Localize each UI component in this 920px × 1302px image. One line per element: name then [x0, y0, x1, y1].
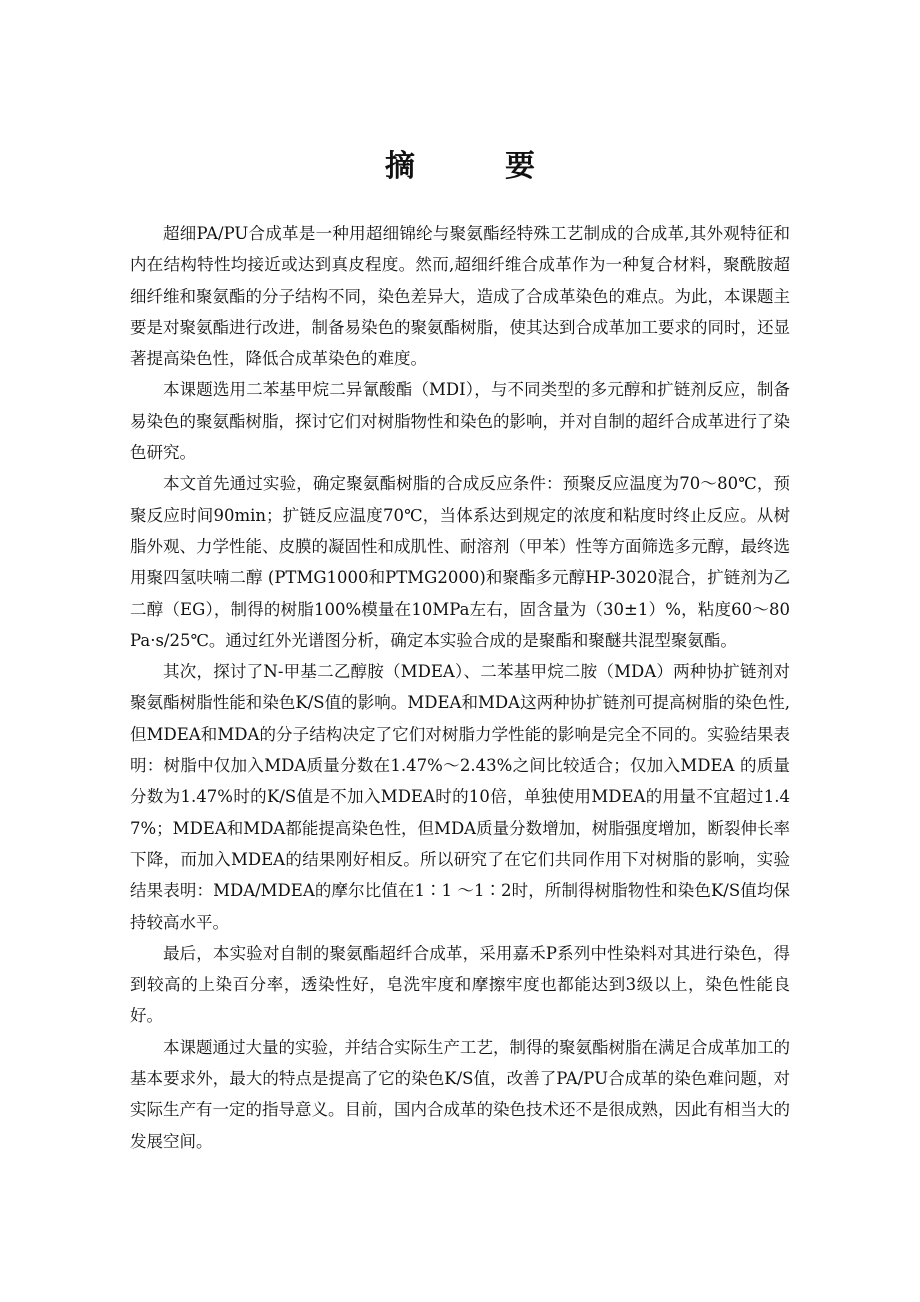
- abstract-title: 摘 要: [385, 149, 565, 184]
- paragraph-1: 超细PA/PU合成革是一种用超细锦纶与聚氨酯经特殊工艺制成的合成革,其外观特征和内在结构特性均接近或达到真皮程度。然而,超细纤维合成革作为一种复合材料，聚酰胺超细纤维和聚氨酯的分子结构不同，染色差异大，造成了合成革染色的难点。为此，本课题主要是对聚氨酯进行改进，制备易染色的聚氨酯树脂，使其达到合成革加工要求的同时，还显著提高染色性，降低合成革染色的难度。: [130, 224, 790, 369]
- abstract-body: [130, 218, 790, 1157]
- paragraph-5: 最后，本实验对自制的聚氨酯超纤合成革，采用嘉禾P系列中性染料对其进行染色，得到较高的上染百分率，透染性好，皂洗牢度和摩擦牢度也都能达到3级以上，染色性能良好。: [130, 943, 790, 1026]
- paragraph-3: 本文首先通过实验，确定聚氨酯树脂的合成反应条件：预聚反应温度为70～80℃，预聚反应时间90min；扩链反应温度70℃，当体系达到规定的浓度和粘度时终止反应。从树脂外观、力学性能、皮膜的凝固性和成肌性、耐溶剂（甲苯）性等方面筛选多元醇，最终选用聚四氢呋喃二醇 (PTMG1000和PTMG2000)和聚酯多元醇HP-3020混合，扩链剂为乙二醇（EG），制得的树脂100%模量在10MPa左右，固含量为（30±1）%，粘度60～80 Pa·s/25℃。通过红外光谱图分析，确定本实验合成的是聚酯和聚醚共混型聚氨酯。: [130, 474, 790, 650]
- paragraph-6: 本课题通过大量的实验，并结合实际生产工艺，制得的聚氨酯树脂在满足合成革加工的基本要求外，最大的特点是提高了它的染色K/S值，改善了PA/PU合成革的染色难问题，对实际生产有一定的指导意义。目前，国内合成革的染色技术还不是很成熟，因此有相当大的发展空间。: [130, 1037, 790, 1151]
- paragraph-2: 本课题选用二苯基甲烷二异氰酸酯（MDI），与不同类型的多元醇和扩链剂反应，制备易染色的聚氨酯树脂，探讨它们对树脂物性和染色的影响，并对自制的超纤合成革进行了染色研究。: [130, 380, 790, 463]
- paragraph-4: 其次，探讨了N-甲基二乙醇胺（MDEA）、二苯基甲烷二胺（MDA）两种协扩链剂对聚氨酯树脂性能和染色K/S值的影响。MDEA和MDA这两种协扩链剂可提高树脂的染色性,但MDEA和MDA的分子结构决定了它们对树脂力学性能的影响是完全不同的。实验结果表明：树脂中仅加入MDA质量分数在1.47%～2.43%之间比较适合；仅加入MDEA 的质量分数为1.47%时的K/S值是不加入MDEA时的10倍，单独使用MDEA的用量不宜超过1.47%；MDEA和MDA都能提高染色性，但MDA质量分数增加，树脂强度增加，断裂伸长率下降，而加入MDEA的结果刚好相反。所以研究了在它们共同作用下对树脂的影响，实验结果表明：MDA/MDEA的摩尔比值在1∶1 ～1∶2时，所制得树脂物性和染色K/S值均保持较高水平。: [130, 662, 790, 932]
